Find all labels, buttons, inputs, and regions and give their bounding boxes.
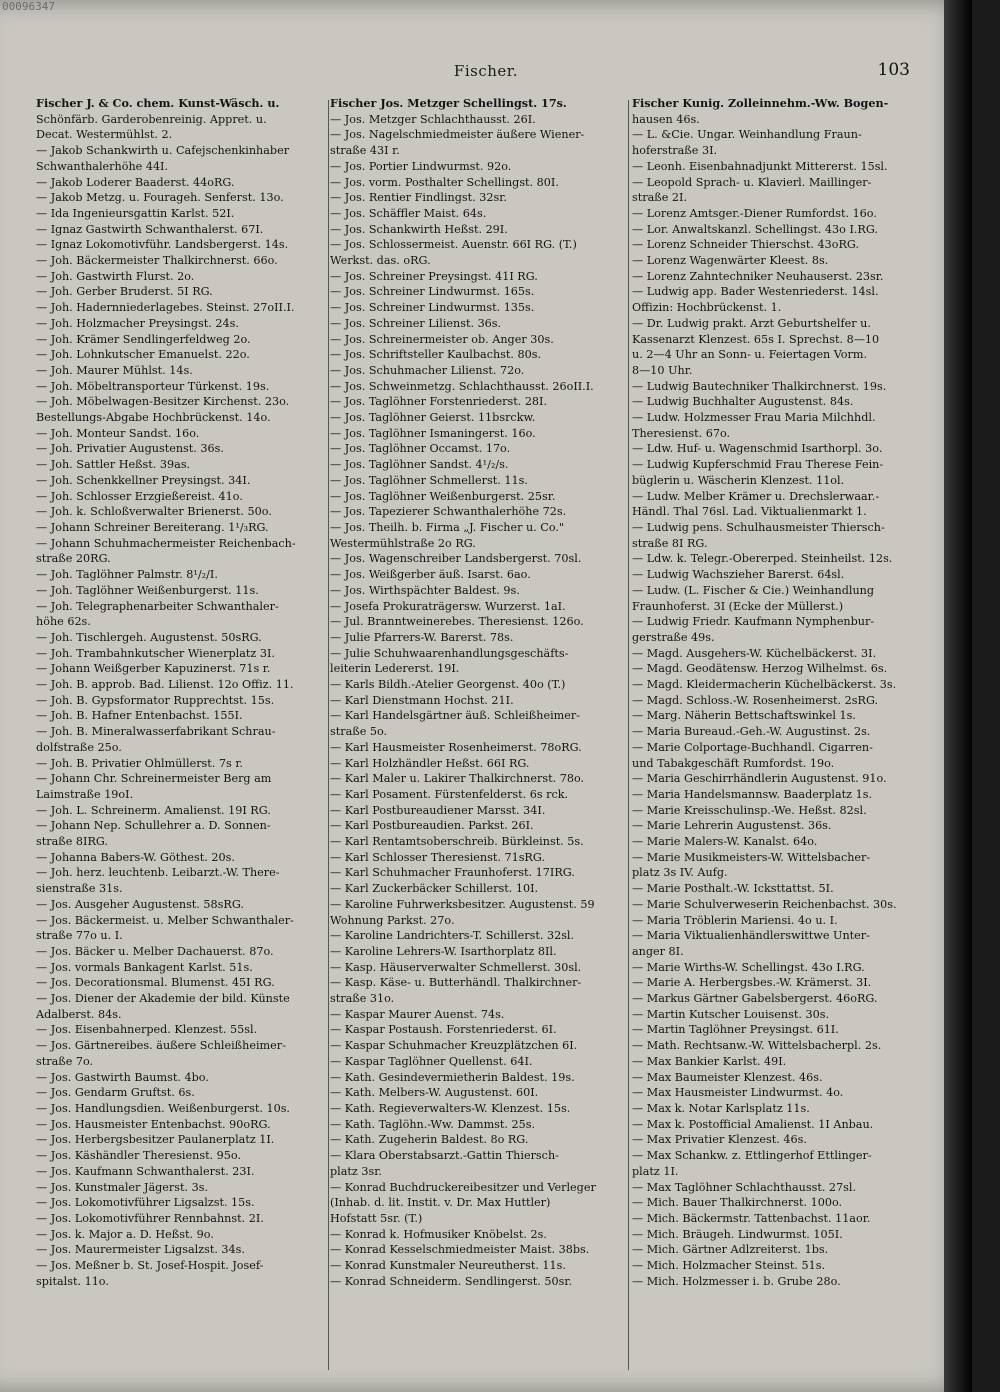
directory-entry: — Karl Holzhändler Heßst. 66I RG. — [330, 756, 530, 770]
directory-entry: — Konrad Schneiderm. Sendlingerst. 50sr. — [330, 1274, 573, 1288]
directory-entry: — Ludwig Bautechniker Thalkirchnerst. 19s. — [632, 379, 887, 393]
directory-entry: — Kasp. Häuserverwalter Schmellerst. 30sl. — [330, 960, 582, 974]
directory-entry: platz 3s IV. Aufg. — [632, 866, 728, 880]
directory-entry: — Jos. Decorationsmal. Blumenst. 45I RG. — [36, 976, 275, 990]
directory-entry: — Marie Colportage-Buchhandl. Cigarren- — [632, 740, 873, 754]
directory-entry: — Jos. Lokomotivführer Rennbahnst. 2I. — [36, 1211, 264, 1225]
directory-entry: — Joh. Privatier Augustenst. 36s. — [36, 442, 224, 456]
column-1 — [36, 96, 326, 1376]
directory-entry: — Martin Kutscher Louisenst. 30s. — [632, 1007, 829, 1021]
directory-entry: — Max Bankier Karlst. 49I. — [632, 1054, 787, 1068]
directory-entry: — Lorenz Amtsger.-Diener Rumfordst. 16o. — [632, 206, 877, 220]
directory-entry: — Joh. Trambahnkutscher Wienerplatz 3I. — [36, 646, 275, 660]
directory-entry: — Magd. Ausgehers-W. Küchelbäckerst. 3I. — [632, 646, 877, 660]
directory-entry: — Jos. Diener der Akademie der bild. Künste — [36, 992, 290, 1006]
directory-entry: — Joh. Holzmacher Preysingst. 24s. — [36, 316, 239, 330]
directory-entry: — Marie Wirths-W. Schellingst. 43o I.RG. — [632, 960, 865, 974]
directory-entry: — Ludw. Holzmesser Frau Maria Milchhdl. — [632, 411, 876, 425]
directory-entry: — Joh. Krämer Sendlingerfeldweg 2o. — [36, 332, 251, 346]
directory-entry: — Jos. Gärtnereibes. äußere Schleißheimer- — [36, 1039, 286, 1053]
directory-entry: Kassenarzt Klenzest. 65s I. Sprechst. 8—10 — [632, 332, 880, 346]
directory-entry: — Konrad k. Hofmusiker Knöbelst. 2s. — [330, 1227, 547, 1241]
directory-entry: platz 3sr. — [330, 1164, 382, 1178]
scan-id: 00096347 — [2, 0, 55, 13]
directory-entry: — Ludwig pens. Schulhausmeister Thiersch- — [632, 520, 885, 534]
directory-entry: — Jos. Schreiner Lilienst. 36s. — [330, 316, 502, 330]
directory-entry: — Marie Musikmeisters-W. Wittelsbacher- — [632, 850, 871, 864]
directory-entry: straße 8IRG. — [36, 835, 108, 849]
directory-entry: — Jos. Portier Lindwurmst. 92o. — [330, 159, 512, 173]
directory-entry: — Jos. Käshändler Theresienst. 95o. — [36, 1149, 242, 1163]
directory-entry: — Josefa Prokuraträgersw. Wurzerst. 1aI. — [330, 599, 566, 613]
directory-entry: hoferstraße 3I. — [632, 144, 718, 158]
directory-entry: — L. &Cie. Ungar. Weinhandlung Fraun- — [632, 128, 862, 142]
directory-entry: — Joh. Gerber Bruderst. 5I RG. — [36, 285, 213, 299]
directory-entry: — Mich. Bäckermstr. Tattenbachst. 11aor. — [632, 1211, 871, 1225]
directory-entry: — Jul. Branntweinerebes. Theresienst. 126o. — [330, 615, 584, 629]
directory-entry: straße 77o u. I. — [36, 929, 123, 943]
page-title: Fischer. — [453, 62, 519, 80]
directory-entry: — Jos. Wagenschreiber Landsbergerst. 70sl. — [330, 552, 582, 566]
directory-entry: — Jos. Taglöhner Ismaningerst. 16o. — [330, 426, 536, 440]
directory-entry: — Joh. Lohnkutscher Emanuelst. 22o. — [36, 348, 250, 362]
directory-entry: straße 7o. — [36, 1054, 94, 1068]
directory-entry: — Maria Viktualienhändlerswittwe Unter- — [632, 929, 870, 943]
directory-entry: — Karl Postbureaudiener Marsst. 34I. — [330, 803, 546, 817]
directory-entry: — Jos. Tapezierer Schwanthalerhöhe 72s. — [330, 505, 567, 519]
directory-entry: — Joh. Hadernniederlagebes. Steinst. 27oII.I. — [36, 301, 295, 315]
directory-entry: — Johanna Babers-W. Göthest. 20s. — [36, 850, 235, 864]
directory-entry: — Max Schankw. z. Ettlingerhof Ettlinger- — [632, 1149, 872, 1163]
directory-entry: — Jos. Gendarm Gruftst. 6s. — [36, 1086, 195, 1100]
directory-entry: — Ludw. (L. Fischer & Cie.) Weinhandlung — [632, 583, 875, 597]
directory-entry: — Ludwig Buchhalter Augustenst. 84s. — [632, 395, 854, 409]
directory-entry: — Magd. Geodätensw. Herzog Wilhelmst. 6s. — [632, 662, 888, 676]
directory-entry: — Jos. Rentier Findlingst. 32sr. — [330, 191, 507, 205]
directory-entry: — Jos. Schuhmacher Lilienst. 72o. — [330, 363, 525, 377]
directory-entry: — Jos. vormals Bankagent Karlst. 51s. — [36, 960, 253, 974]
directory-entry: Laimstraße 19oI. — [36, 787, 134, 801]
directory-entry: — Leonh. Eisenbahnadjunkt Mittererst. 15sl. — [632, 159, 888, 173]
directory-entry: Fischer J. & Co. chem. Kunst-Wäsch. u. — [36, 96, 280, 110]
directory-entry: — Math. Rechtsanw.-W. Wittelsbacherpl. 2s. — [632, 1039, 882, 1053]
directory-entry: — Jos. Schreiner Lindwurmst. 165s. — [330, 285, 535, 299]
directory-entry: büglerin u. Wäscherin Klenzest. 11ol. — [632, 473, 845, 487]
directory-entry: u. 2—4 Uhr an Sonn- u. Feiertagen Vorm. — [632, 348, 868, 362]
directory-entry: — Ignaz Gastwirth Schwanthalerst. 67I. — [36, 222, 264, 236]
directory-entry: Westermühlstraße 2o RG. — [330, 536, 476, 550]
directory-entry: — Jakob Metzg. u. Fourageh. Senferst. 13o. — [36, 191, 284, 205]
directory-entry: — Mich. Holzmacher Steinst. 51s. — [632, 1259, 826, 1273]
directory-entry: — Julie Schuhwaarenhandlungsgeschäfts- — [330, 646, 569, 660]
directory-entry: — Joh. Möbeltransporteur Türkenst. 19s. — [36, 379, 270, 393]
directory-entry: — Karl Rentamtsoberschreib. Bürkleinst. 5s. — [330, 835, 584, 849]
directory-entry: — Joh. B. Mineralwasserfabrikant Schrau- — [36, 725, 276, 739]
directory-entry: — Karoline Fuhrwerksbesitzer. Augustenst. 59 — [330, 897, 595, 911]
directory-entry: — Dr. Ludwig prakt. Arzt Geburtshelfer u. — [632, 316, 871, 330]
directory-entry: — Jos. Taglöhner Sandst. 4¹/₂/s. — [330, 458, 509, 472]
directory-entry: — Johann Schuhmachermeister Reichenbach- — [36, 536, 296, 550]
directory-entry: — Jakob Loderer Baaderst. 44oRG. — [36, 175, 235, 189]
directory-entry: — Marie Malers-W. Kanalst. 64o. — [632, 835, 818, 849]
directory-entry: — Ludwig app. Bader Westenriederst. 14sl. — [632, 285, 879, 299]
directory-entry: — Max Taglöhner Schlachthausst. 27sl. — [632, 1180, 857, 1194]
directory-entry: — Kath. Zugeherin Baldest. 8o RG. — [330, 1133, 529, 1147]
directory-entry: — Kaspar Postaush. Forstenriederst. 6I. — [330, 1023, 557, 1037]
column-divider — [328, 100, 329, 1370]
directory-entry: — Ludwig Friedr. Kaufmann Nymphenbur- — [632, 615, 875, 629]
directory-entry: Theresienst. 67o. — [632, 426, 731, 440]
directory-entry: hausen 46s. — [632, 112, 700, 126]
directory-entry: — Lorenz Zahntechniker Neuhauserst. 23sr. — [632, 269, 884, 283]
directory-entry: Wohnung Parkst. 27o. — [330, 913, 455, 927]
directory-entry: — Konrad Kesselschmiedmeister Maist. 38bs. — [330, 1243, 590, 1257]
directory-entry: — Joh. Tischlergeh. Augustenst. 50sRG. — [36, 630, 262, 644]
directory-entry: — Lorenz Schneider Thierschst. 43oRG. — [632, 238, 860, 252]
directory-entry: — Kaspar Schuhmacher Kreuzplätzchen 6I. — [330, 1039, 578, 1053]
directory-entry: — Joh. herz. leuchtenb. Leibarzt.-W. There- — [36, 866, 280, 880]
directory-entry: — Jos. Eisenbahnerped. Klenzest. 55sl. — [36, 1023, 258, 1037]
directory-entry: — Karoline Landrichters-T. Schillerst. 32sl. — [330, 929, 575, 943]
directory-entry: — Jos. Hausmeister Entenbachst. 90oRG. — [36, 1117, 271, 1131]
directory-entry: 8—10 Uhr. — [632, 363, 693, 377]
directory-entry: Adalberst. 84s. — [36, 1007, 122, 1021]
directory-entry: — Karl Posament. Fürstenfelderst. 6s rck. — [330, 787, 569, 801]
directory-entry: — Max Privatier Klenzest. 46s. — [632, 1133, 807, 1147]
directory-entry: — Konrad Kunstmaler Neureutherst. 11s. — [330, 1259, 566, 1273]
directory-entry: — Mich. Holzmesser i. b. Grube 28o. — [632, 1274, 841, 1288]
directory-entry: — Jos. Kunstmaler Jägerst. 3s. — [36, 1180, 209, 1194]
directory-entry: — Karl Schuhmacher Fraunhoferst. 17IRG. — [330, 866, 575, 880]
directory-entry: — Jos. Bäckermeist. u. Melber Schwanthaler- — [36, 913, 294, 927]
directory-entry: Werkst. das. oRG. — [330, 254, 431, 268]
directory-entry: — Jos. vorm. Posthalter Schellingst. 80I. — [330, 175, 559, 189]
column-3 — [632, 96, 932, 1376]
directory-entry: straße 20RG. — [36, 552, 111, 566]
directory-entry: — Maria Bureaud.-Geh.-W. Augustinst. 2s. — [632, 725, 871, 739]
directory-entry: — Joh. Maurer Mühlst. 14s. — [36, 363, 193, 377]
directory-entry: — Jos. Taglöhner Occamst. 17o. — [330, 442, 511, 456]
directory-entry: leiterin Ledererst. 19I. — [330, 662, 460, 676]
directory-entry: — Jos. Ausgeher Augustenst. 58sRG. — [36, 897, 244, 911]
directory-entry: — Klara Oberstabsarzt.-Gattin Thiersch- — [330, 1149, 559, 1163]
directory-entry: — Jos. Lokomotivführer Ligsalzst. 15s. — [36, 1196, 255, 1210]
directory-entry: — Ldw. k. Telegr.-Obererped. Steinheilst. 12s. — [632, 552, 893, 566]
directory-entry: — Joh. Gastwirth Flurst. 2o. — [36, 269, 195, 283]
directory-entry: — Jos. Schweinmetzg. Schlachthausst. 26oII.I. — [330, 379, 594, 393]
directory-entry: — Jos. Schlossermeist. Auenstr. 66I RG. (T.) — [330, 238, 577, 252]
directory-entry: — Ludwig Wachszieher Barerst. 64sl. — [632, 568, 845, 582]
directory-entry: Offizin: Hochbrückenst. 1. — [632, 301, 782, 315]
directory-entry: straße 2I. — [632, 191, 687, 205]
directory-entry: — Jos. Schankwirth Heßst. 29I. — [330, 222, 508, 236]
directory-entry: — Max k. Notar Karlsplatz 11s. — [632, 1102, 810, 1115]
directory-entry: straße 5o. — [330, 725, 388, 739]
directory-entry: — Lor. Anwaltskanzl. Schellingst. 43o I.RG. — [632, 222, 878, 236]
directory-entry: — Magd. Schloss.-W. Rosenheimerst. 2sRG. — [632, 693, 879, 707]
directory-entry: — Joh. B. Privatier Ohlmüllerst. 7s r. — [36, 756, 243, 770]
directory-entry: — Jos. Handlungsdien. Weißenburgerst. 10s. — [36, 1102, 290, 1115]
directory-entry: — Leopold Sprach- u. Klavierl. Maillinger- — [632, 175, 872, 189]
directory-entry: — Jos. Nagelschmiedmeister äußere Wiener- — [330, 128, 585, 142]
directory-entry: — Joh. B. approb. Bad. Lilienst. 12o Offiz. 11. — [36, 678, 294, 692]
directory-entry: — Kath. Taglöhn.-Ww. Dammst. 25s. — [330, 1117, 536, 1131]
directory-entry: dolfstraße 25o. — [36, 740, 122, 754]
directory-entry: Hofstatt 5sr. (T.) — [330, 1211, 423, 1225]
directory-entry: — Joh. B. Hafner Entenbachst. 155I. — [36, 709, 243, 723]
directory-entry: — Joh. Taglöhner Weißenburgerst. 11s. — [36, 583, 259, 597]
directory-entry: — Karl Zuckerbäcker Schillerst. 10I. — [330, 882, 539, 896]
directory-entry: — Mich. Bräugeh. Lindwurmst. 105I. — [632, 1227, 843, 1241]
column-2 — [330, 96, 626, 1376]
directory-entry: — Johann Chr. Schreinermeister Berg am — [36, 772, 272, 786]
directory-entry: — Jos. Taglöhner Forstenriederst. 28I. — [330, 395, 548, 409]
directory-entry: — Karl Postbureaudien. Parkst. 26I. — [330, 819, 534, 833]
directory-entry: — Marie Lehrerin Augustenst. 36s. — [632, 819, 832, 833]
directory-entry: und Tabakgeschäft Rumfordst. 19o. — [632, 756, 835, 770]
directory-entry: — Jos. Theilh. b. Firma „J. Fischer u. Co." — [330, 520, 565, 534]
directory-entry: — Joh. Telegraphenarbeiter Schwanthaler- — [36, 599, 279, 613]
directory-entry: platz 1I. — [632, 1164, 679, 1178]
directory-entry: anger 8I. — [632, 944, 684, 958]
directory-entry: — Maria Geschirrhändlerin Augustenst. 91o. — [632, 772, 887, 786]
directory-entry: Bestellungs-Abgabe Hochbrückenst. 14o. — [36, 411, 271, 425]
directory-entry: — Jos. Metzger Schlachthausst. 26I. — [330, 112, 536, 126]
directory-entry: — Jos. Maurermeister Ligsalzst. 34s. — [36, 1243, 245, 1257]
directory-entry: — Max k. Postofficial Amalienst. 1I Anbau. — [632, 1117, 874, 1131]
directory-entry: — Kaspar Maurer Auenst. 74s. — [330, 1007, 505, 1021]
directory-entry: straße 8I RG. — [632, 536, 708, 550]
directory-entry: — Johann Schreiner Bereiterang. 1¹/₃RG. — [36, 520, 269, 534]
directory-entry: — Kaspar Taglöhner Quellenst. 64I. — [330, 1054, 533, 1068]
directory-entry: — Joh. Schlosser Erzgießereist. 41o. — [36, 489, 243, 503]
directory-entry: — Ludw. Melber Krämer u. Drechslerwaar.- — [632, 489, 880, 503]
directory-entry: — Joh. Monteur Sandst. 16o. — [36, 426, 200, 440]
directory-entry: — Johann Weißgerber Kapuzinerst. 71s r. — [36, 662, 271, 676]
directory-entry: — Jos. Taglöhner Schmellerst. 11s. — [330, 473, 528, 487]
directory-entry: — Johann Nep. Schullehrer a. D. Sonnen- — [36, 819, 271, 833]
directory-entry: Schönfärb. Garderobenreinig. Appret. u. — [36, 112, 267, 126]
directory-entry: — Jos. Schriftsteller Kaulbachst. 80s. — [330, 348, 542, 362]
directory-entry: sienstraße 31s. — [36, 882, 123, 896]
directory-entry: — Jos. Schreinermeister ob. Anger 30s. — [330, 332, 554, 346]
directory-entry: — Marie Posthalt.-W. Icksttattst. 5I. — [632, 882, 834, 896]
directory-entry: — Joh. Taglöhner Palmstr. 8¹/₂/I. — [36, 568, 218, 582]
directory-entry: — Jos. k. Major a. D. Heßst. 9o. — [36, 1227, 214, 1241]
directory-entry: straße 31o. — [330, 992, 395, 1006]
directory-entry: — Mich. Bauer Thalkirchnerst. 100o. — [632, 1196, 843, 1210]
directory-entry: — Jos. Schäffler Maist. 64s. — [330, 206, 487, 220]
directory-entry: — Max Baumeister Klenzest. 46s. — [632, 1070, 823, 1084]
directory-entry: höhe 62s. — [36, 615, 91, 629]
directory-entry: spitalst. 11o. — [36, 1274, 109, 1288]
directory-entry: — Konrad Buchdruckereibesitzer und Verleger — [330, 1180, 596, 1194]
directory-entry: — Marg. Näherin Bettschaftswinkel 1s. — [632, 709, 856, 723]
directory-entry: Decat. Westermühlst. 2. — [36, 128, 173, 142]
directory-entry: — Magd. Kleidermacherin Küchelbäckerst. 3s. — [632, 678, 897, 692]
directory-entry: — Martin Taglöhner Preysingst. 61I. — [632, 1023, 839, 1037]
directory-entry: — Jos. Weißgerber äuß. Isarst. 6ao. — [330, 568, 531, 582]
directory-entry: — Kath. Regieverwalters-W. Klenzest. 15s. — [330, 1102, 571, 1115]
directory-entry: — Joh. Schenkkellner Preysingst. 34I. — [36, 473, 251, 487]
directory-entry: — Ldw. Huf- u. Wagenschmid Isarthorpl. 3o. — [632, 442, 883, 456]
directory-entry: — Karl Hausmeister Rosenheimerst. 78oRG. — [330, 740, 582, 754]
directory-entry: gerstraße 49s. — [632, 630, 715, 644]
directory-entry: Fraunhoferst. 3I (Ecke der Müllerst.) — [632, 599, 844, 613]
directory-entry: — Karoline Lehrers-W. Isarthorplatz 8Il. — [330, 944, 557, 958]
directory-entry: Fischer Jos. Metzger Schellingst. 17s. — [330, 96, 567, 110]
directory-entry: — Ignaz Lokomotivführ. Landsbergerst. 14s. — [36, 238, 289, 252]
directory-entry: — Jos. Taglöhner Geierst. 11bsrckw. — [330, 411, 536, 425]
directory-entry: — Maria Tröblerin Mariensi. 4o u. I. — [632, 913, 838, 927]
directory-entry: — Kasp. Käse- u. Butterhändl. Thalkirchner- — [330, 976, 582, 990]
directory-entry: — Max Hausmeister Lindwurmst. 4o. — [632, 1086, 844, 1100]
directory-entry: — Joh. Möbelwagen-Besitzer Kirchenst. 23o. — [36, 395, 290, 409]
directory-entry: — Joh. Sattler Heßst. 39as. — [36, 458, 191, 472]
directory-entry: — Marie Kreisschulinsp.-We. Heßst. 82sl. — [632, 803, 867, 817]
directory-entry: — Jakob Schankwirth u. Cafejschenkinhaber — [36, 144, 290, 158]
directory-entry: Händl. Thal 76sl. Lad. Viktualienmarkt 1. — [632, 505, 867, 519]
directory-entry: — Karl Schlosser Theresienst. 71sRG. — [330, 850, 545, 864]
directory-entry: straße 43I r. — [330, 144, 400, 158]
directory-entry: — Jos. Kaufmann Schwanthalerst. 23I. — [36, 1164, 255, 1178]
book-spine-edge — [944, 0, 972, 1392]
directory-entry: — Jos. Gastwirth Baumst. 4bo. — [36, 1070, 209, 1084]
directory-entry: — Karl Maler u. Lakirer Thalkirchnerst. 78o. — [330, 772, 585, 786]
directory-entry: — Jos. Taglöhner Weißenburgerst. 25sr. — [330, 489, 556, 503]
directory-entry: — Jos. Herbergsbesitzer Paulanerplatz 1I. — [36, 1133, 275, 1147]
directory-entry: — Joh. Bäckermeister Thalkirchnerst. 66o. — [36, 254, 278, 268]
directory-entry: — Joh. B. Gypsformator Rupprechtst. 15s. — [36, 693, 275, 707]
directory-entry: — Markus Gärtner Gabelsbergerst. 46oRG. — [632, 992, 878, 1006]
directory-entry: — Jos. Schreiner Lindwurmst. 135s. — [330, 301, 535, 315]
directory-entry: (Inhab. d. lit. Instit. v. Dr. Max Huttler) — [330, 1196, 551, 1210]
directory-entry: — Karls Bildh.-Atelier Georgenst. 40o (T.) — [330, 678, 566, 692]
directory-entry: — Ludwig Kupferschmid Frau Therese Fein- — [632, 458, 884, 472]
directory-entry: — Lorenz Wagenwärter Kleest. 8s. — [632, 254, 829, 268]
directory-entry: — Maria Handelsmannsw. Baaderplatz 1s. — [632, 787, 873, 801]
directory-entry: — Kath. Gesindevermietherin Baldest. 19s. — [330, 1070, 575, 1084]
directory-entry: — Karl Handelsgärtner äuß. Schleißheimer- — [330, 709, 580, 723]
directory-entry: — Marie A. Herbergsbes.-W. Krämerst. 3I. — [632, 976, 872, 990]
directory-entry: — Ida Ingenieursgattin Karlst. 52I. — [36, 206, 235, 220]
directory-entry: — Joh. k. Schloßverwalter Brienerst. 50o. — [36, 505, 272, 519]
column-divider — [628, 100, 629, 1370]
directory-entry: — Jos. Bäcker u. Melber Dachauerst. 87o. — [36, 944, 274, 958]
directory-entry: — Joh. L. Schreinerm. Amalienst. 19I RG. — [36, 803, 271, 817]
directory-entry: — Marie Schulverweserin Reichenbachst. 30s. — [632, 897, 897, 911]
directory-entry: — Jos. Wirthspächter Baldest. 9s. — [330, 583, 520, 597]
directory-entry: — Jos. Schreiner Preysingst. 41I RG. — [330, 269, 538, 283]
directory-entry: — Julie Pfarrers-W. Barerst. 78s. — [330, 630, 514, 644]
directory-entry: — Jos. Meßner b. St. Josef-Hospit. Josef- — [36, 1259, 264, 1273]
directory-entry: — Karl Dienstmann Hochst. 21I. — [330, 693, 514, 707]
directory-entry: Schwanthalerhöhe 44I. — [36, 159, 169, 173]
directory-entry: — Mich. Gärtner Adlzreiterst. 1bs. — [632, 1243, 829, 1257]
directory-entry: Fischer Kunig. Zolleinnehm.-Ww. Bogen- — [632, 96, 889, 110]
directory-entry: — Kath. Melbers-W. Augustenst. 60I. — [330, 1086, 539, 1100]
page-number: 103 — [877, 60, 910, 80]
